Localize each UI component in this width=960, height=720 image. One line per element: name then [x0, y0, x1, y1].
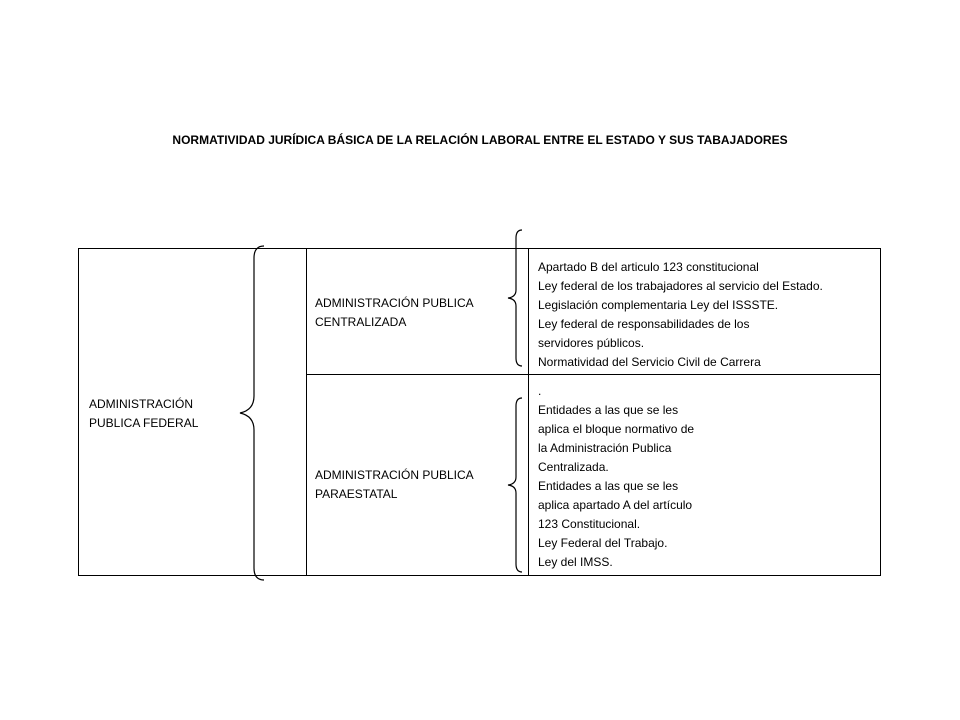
list-item: Legislación complementaria Ley del ISSSTE. — [538, 298, 779, 312]
root-label — [89, 395, 198, 433]
list-item: Normatividad del Servicio Civil de Carrera — [538, 355, 761, 369]
centralizada-label-line1: ADMINISTRACIÓN PUBLICA — [315, 296, 474, 310]
paraestatal-brace — [504, 396, 526, 574]
root-brace — [236, 244, 268, 582]
list-item: aplica el bloque normativo de — [538, 422, 695, 436]
list-item: 123 Constitucional. — [538, 517, 641, 531]
list-item: aplica apartado A del artículo — [538, 498, 693, 512]
paraestatal-label-line2: PARAESTATAL — [315, 487, 398, 501]
root-label-line1: ADMINISTRACIÓN — [89, 397, 194, 411]
list-item: Ley Federal del Trabajo. — [538, 536, 668, 550]
list-item: Ley federal de responsabilidades de los — [538, 317, 750, 331]
column-divider-2 — [528, 248, 529, 576]
list-item: Ley federal de los trabajadores al servicio del Estado. — [538, 279, 823, 293]
list-item: . — [538, 384, 542, 398]
row-divider — [306, 374, 881, 375]
list-item: Entidades a las que se les — [538, 479, 679, 493]
centralizada-brace — [504, 228, 526, 368]
paraestatal-label-line1: ADMINISTRACIÓN PUBLICA — [315, 468, 474, 482]
paraestatal-label — [315, 466, 474, 504]
centralizada-label — [315, 294, 474, 332]
list-item: Entidades a las que se les — [538, 403, 679, 417]
list-item: Apartado B del articulo 123 constitucional — [538, 260, 759, 274]
column-divider-1 — [306, 248, 307, 576]
list-item: Centralizada. — [538, 460, 609, 474]
paraestatal-list — [538, 382, 694, 572]
centralizada-list — [538, 258, 823, 372]
list-item: la Administración Publica — [538, 441, 672, 455]
list-item: servidores públicos. — [538, 336, 645, 350]
page-title: NORMATIVIDAD JURÍDICA BÁSICA DE LA RELACIÓN LABORAL ENTRE EL ESTADO Y SUS TABAJADORES — [172, 133, 788, 147]
centralizada-label-line2: CENTRALIZADA — [315, 315, 407, 329]
root-label-line2: PUBLICA FEDERAL — [89, 416, 199, 430]
list-item: Ley del IMSS. — [538, 555, 613, 569]
